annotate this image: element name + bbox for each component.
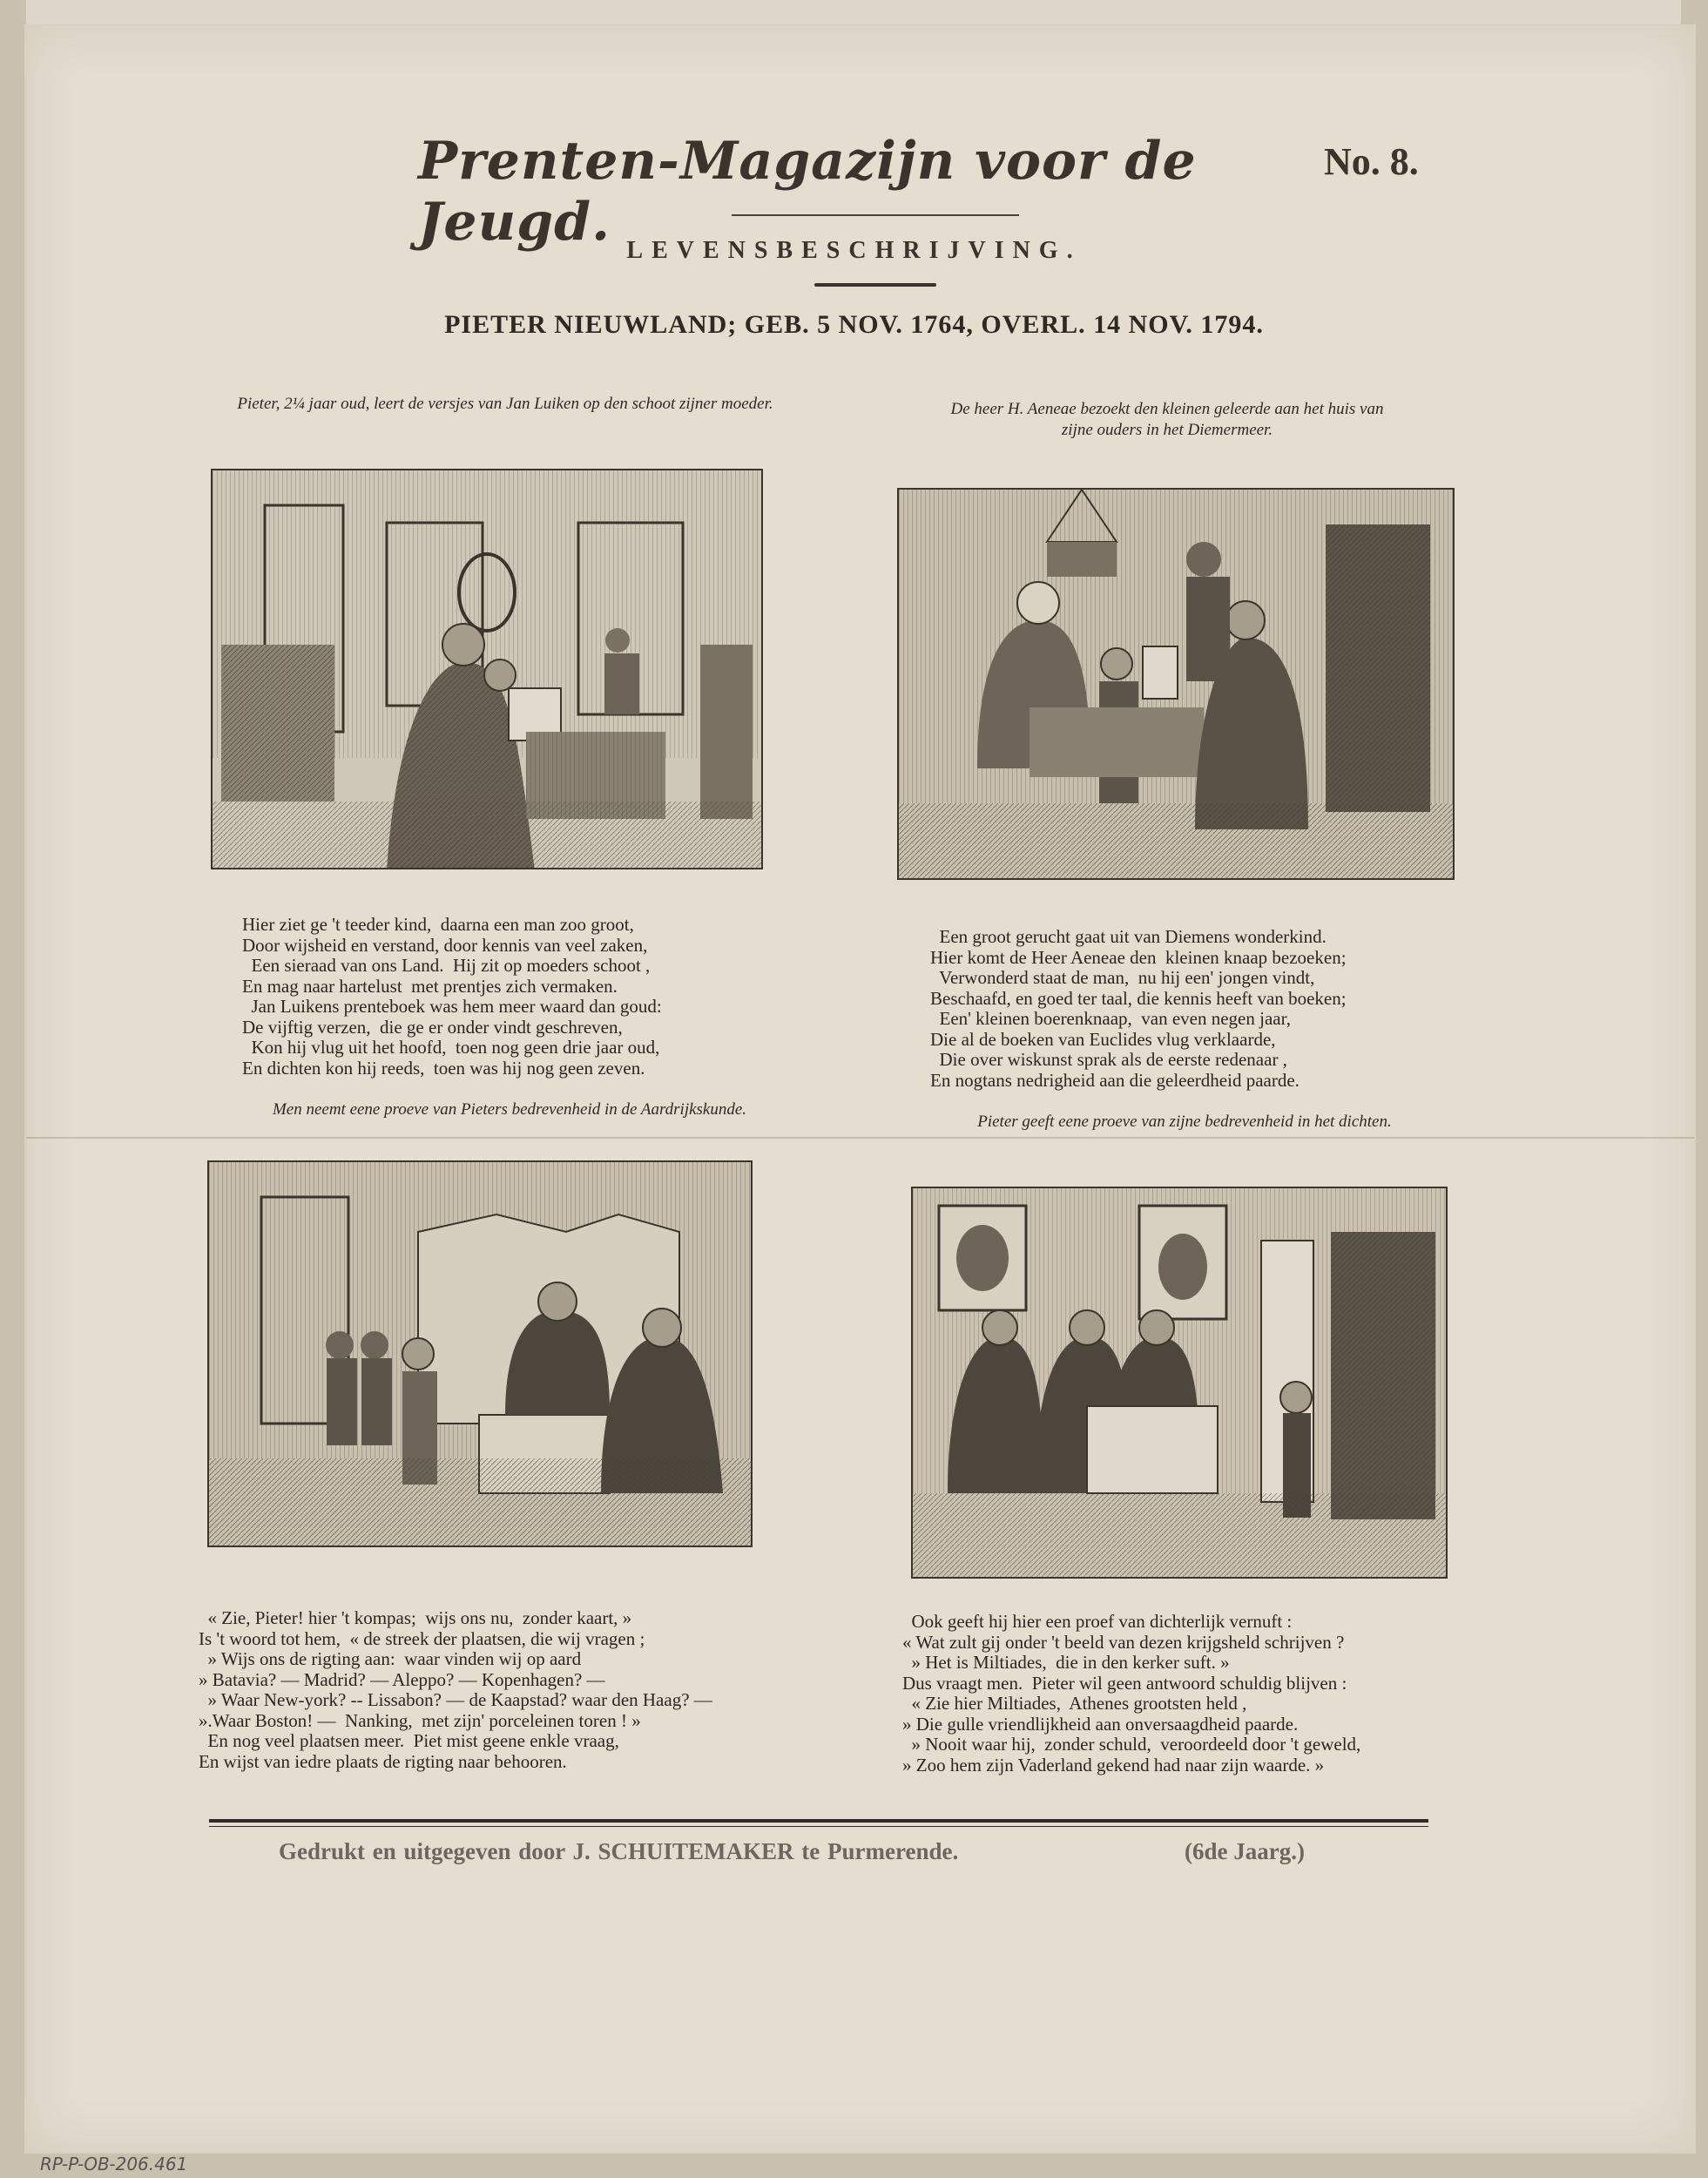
panel-1-caption: Pieter, 2¼ jaar oud, leert de versjes van Jan Luiken op den schoot zijner moeder.: [237, 395, 773, 413]
verse-line: » Het is Miltiades, die in den kerker suft. »: [902, 1652, 1230, 1673]
verse-line: Ook geeft hij hier een proef van dichterlijk vernuft :: [902, 1611, 1293, 1632]
verse-line: Is 't woord tot hem, « de streek der plaatsen, die wij vragen ;: [199, 1627, 645, 1649]
sheet-top-edge: [26, 0, 1681, 30]
verse-line: Die over wiskunst sprak als de eerste redenaar ,: [930, 1049, 1287, 1070]
panel-4-verse: [902, 1612, 1512, 1776]
verse-line: Een sieraad van ons Land. Hij zit op moeders schoot ,: [242, 955, 651, 976]
verse-line: « Zie, Pieter! hier 't kompas; wijs ons nu, zonder kaart, »: [199, 1607, 632, 1628]
edition-note: (6de Jaarg.): [1185, 1838, 1305, 1864]
panel-2-verse: [930, 927, 1488, 1091]
verse-line: Door wijsheid en verstand, door kennis van veel zaken,: [242, 934, 648, 956]
verse-line: De vijftig verzen, die ge er onder vindt geschreven,: [242, 1016, 623, 1038]
verse-line: ».Waar Boston! — Nanking, met zijn' porceleinen toren ! »: [199, 1709, 641, 1731]
section-ornament: [814, 283, 936, 287]
inventory-number: RP-P-OB-206.461: [40, 2154, 188, 2175]
verse-line: « Zie hier Miltiades, Athenes grootsten held ,: [902, 1693, 1247, 1714]
verse-line: » Waar New-york? -- Lissabon? — de Kaapstad? waar den Haag? —: [199, 1689, 712, 1710]
verse-line: » Batavia? — Madrid? — Aleppo? — Kopenhagen? —: [199, 1668, 605, 1690]
verse-line: » Nooit waar hij, zonder schuld, veroordeeld door 't geweld,: [902, 1734, 1361, 1755]
verse-line: » Zoo hem zijn Vaderland gekend had naar zijn waarde. »: [902, 1754, 1325, 1776]
verse-line: Een groot gerucht gaat uit van Diemens wonderkind.: [930, 926, 1327, 947]
panel-3-engraving: [207, 1160, 753, 1547]
title-divider: [732, 214, 1019, 216]
printer-imprint: Gedrukt en uitgegeven door J. SCHUITEMAKER te Purmerende.: [279, 1838, 959, 1864]
section-heading: LEVENSBESCHRIJVING.: [626, 237, 1082, 264]
verse-line: En wijst van iedre plaats de rigting naar behooren.: [199, 1750, 567, 1772]
verse-line: En nog veel plaatsen meer. Piet mist geene enkle vraag,: [199, 1730, 619, 1751]
verse-line: Hier ziet ge 't teeder kind, daarna een man zoo groot,: [242, 914, 634, 935]
panel-2-caption: De heer H. Aeneae bezoekt den kleinen geleerde aan het huis van zijne ouders in het Diemermeer.: [950, 400, 1384, 439]
panel-3-caption: Men neemt eene proeve van Pieters bedrevenheid in de Aardrijkskunde.: [272, 1100, 747, 1119]
verse-line: Jan Luikens prenteboek was hem meer waard dan goud:: [242, 996, 662, 1017]
verse-line: En dichten kon hij reeds, toen was hij nog geen zeven.: [242, 1057, 645, 1079]
verse-line: Verwonderd staat de man, nu hij een' jongen vindt,: [930, 967, 1315, 988]
verse-line: Hier komt de Heer Aeneae den kleinen knaap bezoeken;: [930, 946, 1347, 968]
panel-3-verse: [199, 1608, 808, 1772]
footer-rule-thick: [209, 1819, 1428, 1823]
panel-4-caption: Pieter geeft eene proeve van zijne bedrevenheid in het dichten.: [977, 1113, 1392, 1131]
panel-2-engraving: [897, 488, 1455, 880]
panel-1-engraving: [211, 469, 763, 869]
verse-line: » Wijs ons de rigting aan: waar vinden wij op aard: [199, 1648, 582, 1669]
verse-line: En mag naar hartelust met prentjes zich vermaken.: [242, 975, 618, 997]
subject-line: PIETER NIEUWLAND; GEB. 5 NOV. 1764, OVERL. 14 NOV. 1794.: [444, 310, 1264, 339]
verse-line: « Wat zult gij onder 't beeld van dezen krijgsheld schrijven ?: [902, 1631, 1345, 1653]
publication-title: Prenten-Magazijn voor de Jeugd.: [418, 131, 1197, 253]
verse-line: Beschaafd, en goed ter taal, die kennis heeft van boeken;: [930, 987, 1347, 1009]
verse-line: » Die gulle vriendlijkheid aan onversaagdheid paarde.: [902, 1713, 1299, 1735]
issue-number: No. 8.: [1324, 140, 1419, 183]
fold-line: [26, 1137, 1694, 1139]
panel-1-verse: [242, 915, 800, 1079]
verse-line: En nogtans nedrigheid aan die geleerdheid paarde.: [930, 1069, 1300, 1091]
verse-line: Die al de boeken van Euclides vlug verklaarde,: [930, 1028, 1276, 1050]
footer-rule-thin: [209, 1826, 1428, 1827]
verse-line: Een' kleinen boerenknaap, van even negen jaar,: [930, 1008, 1292, 1029]
verse-line: Kon hij vlug uit het hoofd, toen nog geen drie jaar oud,: [242, 1037, 660, 1058]
panel-4-engraving: [911, 1187, 1448, 1579]
verse-line: Dus vraagt men. Pieter wil geen antwoord schuldig blijven :: [902, 1672, 1347, 1694]
